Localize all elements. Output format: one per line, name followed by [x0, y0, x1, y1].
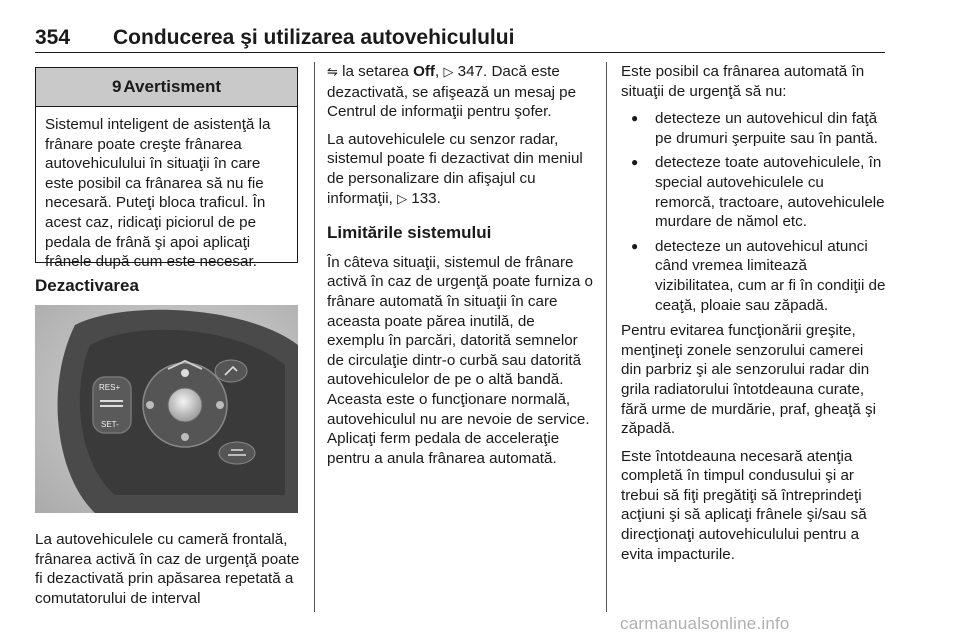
paragraph-off-setting: [327, 62, 593, 122]
warning-header: [36, 68, 297, 107]
warning-text: Sistemul inteligent de asistenţă la frânare poate creşte frânarea autovehiculului în situaţii în care este posibil ca frânarea să nu fie necesară. Puteţi bloca traficul. În acest caz, ridicaţi piciorul de pe pedala de frână şi apoi aplicaţi frânele după cum este necesar.: [45, 116, 271, 271]
watermark: carmanualsonline.info: [620, 614, 790, 633]
deactivation-caption: La autovehiculele cu cameră frontală, frânarea activă în caz de urgenţă poate fi dezactivată prin apăsarea repetată a comutatorului de interval: [35, 531, 300, 607]
page-reference-arrow-icon: ▷: [397, 191, 408, 207]
paragraph-attention: Este întotdeauna necesară atenţia completă în timpul condusului şi ar trebui să fiţi pregătiţi să întreprindeţi acţiuni şi să aplicaţi frânele şi/sau să direcţionaţi autovehiculului pentru a evita impacturile.: [621, 447, 867, 563]
list-item: ● detecteze toate autovehiculele, în special autovehiculele cu remorcă, tractoare, autovehiculele murdare de nămol etc.: [621, 153, 887, 231]
text-fragment: la setarea: [342, 63, 414, 80]
paragraph-limits: În câteva situaţii, sistemul de frânare activă în caz de urgenţă poate furniza o frânare automată în situaţii în care aceasta poate părea inutilă, de exemplu în parcări, datorită semnelor de circulaţie dintr-o curbă sau datorită autovehiculelor de pe o altă bandă. Aceasta este o funcţionare normală, autovehiculul nu are nevoie de service. Aplicaţi ferm pedala de acceleraţie pentru a anula frânarea automată.: [327, 253, 593, 467]
warning-title: Avertisment: [123, 77, 222, 96]
limitations-list: [621, 109, 887, 315]
paragraph-radar: [327, 130, 593, 209]
off-value: Off: [413, 63, 435, 80]
paragraph-maintenance: Pentru evitarea funcţionării greşite, menţineţi zonele senzorului camerei din parbriz şi ale senzorului radar din grila radiatorului întotdeauna curate, fără urme de murdărie, praf, gheaţă şi zăpadă.: [621, 322, 876, 438]
warning-icon: 9: [111, 77, 122, 96]
paragraph-intro: Este posibil ca frânarea automată în situaţii de urgenţă să nu:: [621, 63, 865, 100]
steering-wheel-controls-image: [35, 305, 298, 513]
page-header: [35, 22, 885, 53]
text-fragment: 347. Dacă este dezactivată, se afişează un mesaj pe Centrul de informaţii pentru şofer.: [327, 63, 577, 121]
section-title-deactivation: Dezactivarea: [35, 276, 139, 295]
column-divider: [314, 62, 315, 612]
text-fragment: ,: [435, 63, 444, 80]
page-reference-arrow-icon: ▷: [443, 65, 454, 80]
page-number: 354: [35, 26, 71, 49]
text-fragment: La autovehiculele cu senzor radar, sistemul poate fi dezactivat din meniul de personalizare din afişajul cu informaţii,: [327, 130, 583, 207]
warning-box: [35, 67, 298, 271]
set-label: SET-: [101, 420, 119, 429]
column-3: [621, 62, 887, 572]
column-divider: [606, 62, 607, 612]
column-2: [327, 62, 593, 476]
list-item: ● detecteze un autovehicul atunci când vremea limitează vizibilitatea, cum ar fi în condiţii de ceaţă, ploaie sau zăpadă.: [621, 237, 887, 315]
chapter-title: Conducerea şi utilizarea autovehiculului: [113, 26, 515, 49]
list-item: ● detecteze un autovehicul din faţă pe drumuri şerpuite sau în pantă.: [621, 109, 887, 148]
adaptive-cruise-distance-icon: ⇋: [327, 65, 338, 80]
res-label: RES+: [99, 383, 121, 392]
text-fragment: 133.: [407, 189, 441, 207]
section-title-limits: Limitările sistemului: [327, 223, 492, 243]
